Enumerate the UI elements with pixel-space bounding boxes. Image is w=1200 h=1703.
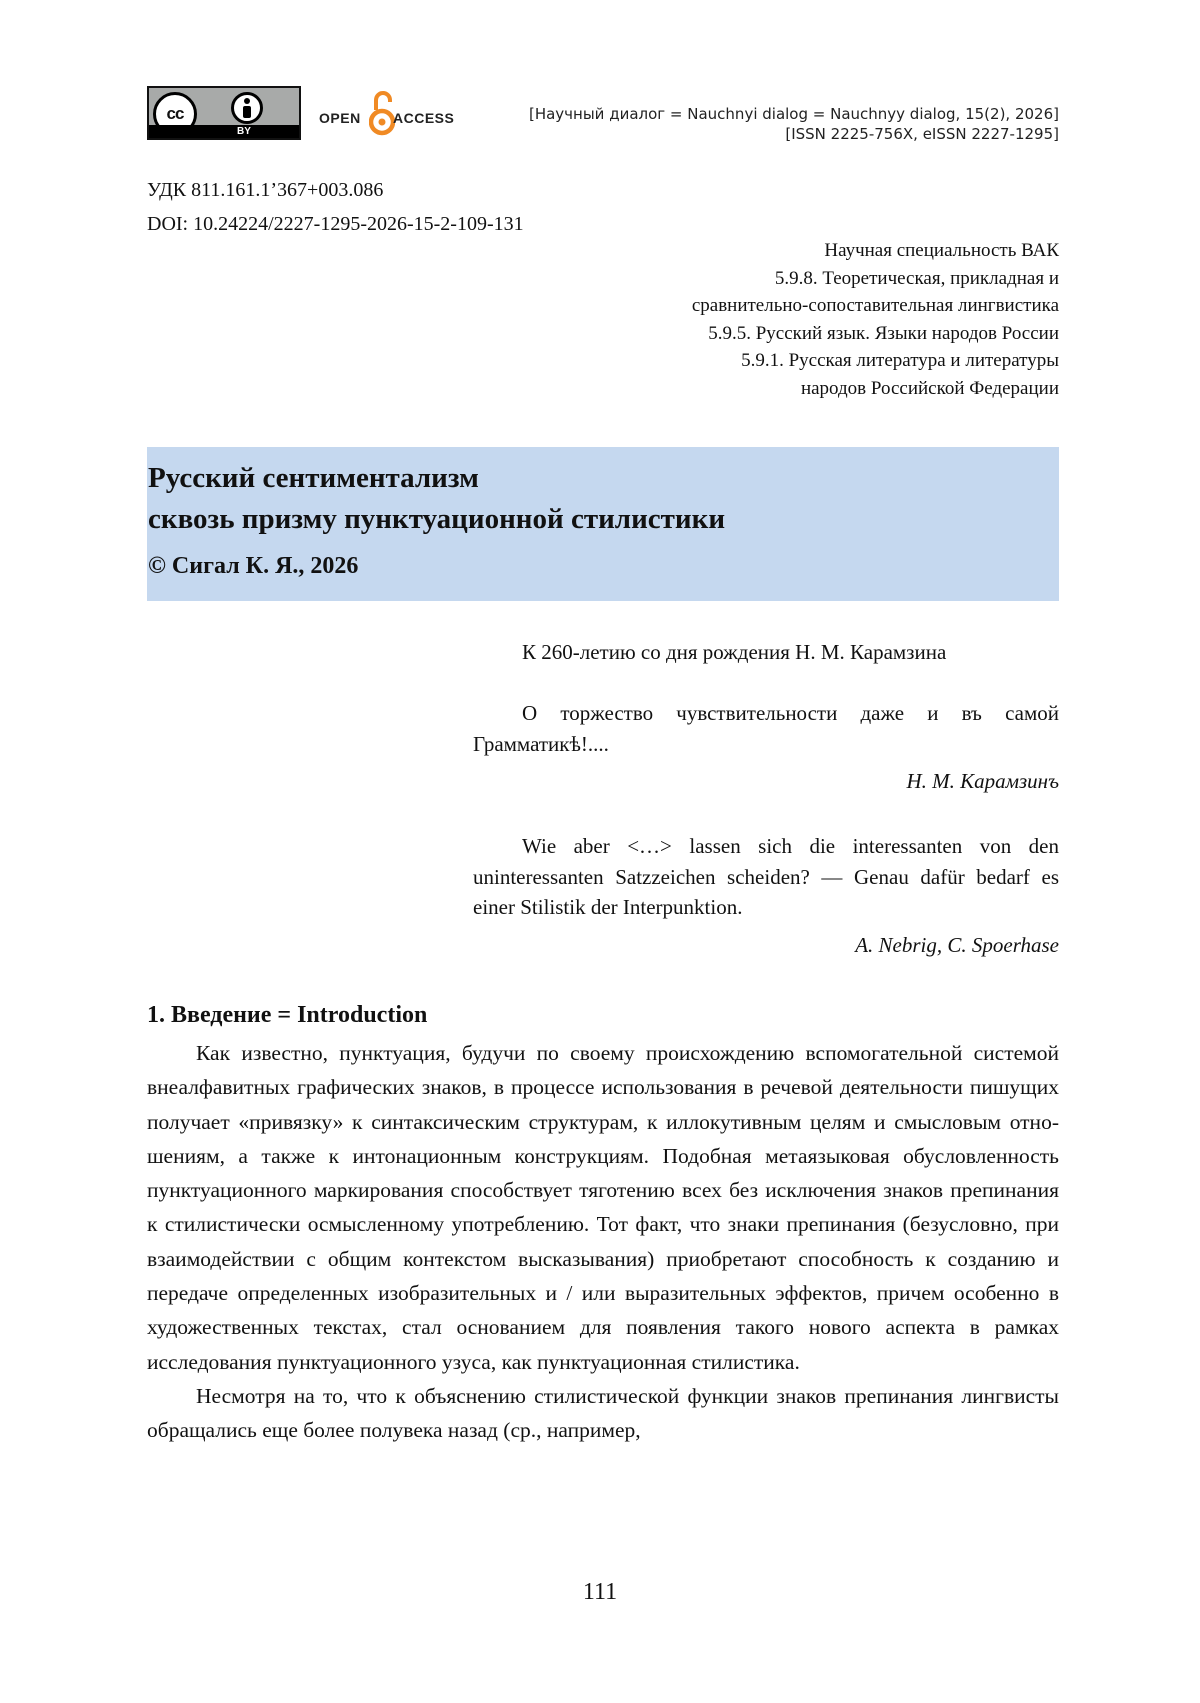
body-paragraph: Как известно, пунктуация, будучи по своему происхождению вспомогательной системой внеалфавитных графических знаков, в процессе использования в речевой деятельности пишущих получает «привязку» к синтаксическим структурам, к иллокутивным целям и смысловым отношениям, а также к интонационным конструкциям. Подобная метаязыковая обусловленность пунктуационного маркирования способствует тяготению всех без исключения знаков препинания к стилистически осмысленному употреблению. Тот факт, что знаки препинания (безусловно, при взаимодействии с общим контекстом высказывания) приобретают способность к созданию и передаче определенных изобразительных и / или выразительных эффектов, причем особенно в художественных текстах, стал основанием для появления такого нового аспекта в рамках исследования пунктуационного узуса, как пунктуационная стилистика. (147, 1041, 1059, 1374)
open-access-word-access: ACCESS (393, 110, 455, 126)
specialty-line: 5.9.1. Русская литература и литературы (741, 350, 1059, 371)
article-title-block (147, 447, 1059, 601)
epigraph-quote: О торжество чувствительности даже и въ самой Грамматикѣ!.... (473, 701, 1059, 756)
specialty-line: Научная специальность ВАК (824, 240, 1059, 261)
page-header (147, 86, 1059, 146)
open-lock-icon (369, 88, 395, 138)
creative-commons-icon: cc (153, 92, 197, 136)
specialty-line: 5.9.5. Русский язык. Языки народов России (708, 322, 1059, 344)
specialty-line: сравнительно-сопоставительная лингвистика (691, 295, 1059, 316)
journal-issn-line: [ISSN 2225-756X, eISSN 2227-1295] (785, 125, 1059, 143)
specialty-line: народов Российской Федерации (800, 377, 1059, 399)
section-body (147, 1036, 1059, 1448)
open-access-word-open: OPEN (319, 110, 361, 126)
epigraph (473, 698, 1059, 797)
body-paragraph: Несмотря на то, что к объяснению стилистической функции знаков препинания лингвисты обращались еще более полувека назад (ср., например, (147, 1383, 1059, 1443)
cc-by-license-badge[interactable] (147, 86, 301, 140)
udk-code: УДК 811.161.1’367+003.086 (147, 179, 384, 201)
journal-citation-line: [Научный диалог = Nauchnyi dialog = Nauchnyy dialog, 15(2), 2026] (528, 105, 1059, 123)
license-strip (149, 125, 299, 138)
page-number: 111 (582, 1579, 618, 1605)
dedication: К 260-летию со дня рождения Н. М. Карамзина (522, 640, 947, 664)
attribution-person-icon (231, 92, 263, 124)
epigraph-attribution: A. Nebrig, C. Spoerhase (855, 932, 1059, 957)
section-heading: 1. Введение = Introduction (147, 1002, 428, 1028)
article-title-line-2: сквозь призму пунктуационной стилистики (148, 503, 726, 535)
epigraph-quote: Wie aber <…> lassen sich die interessanten von den uninteressanten Satzzeichen scheiden? — Genau dafür bedarf es einer Stilistik der Interpunktion. (473, 834, 1059, 919)
doi-identifier[interactable]: DOI: 10.24224/2227-1295-2026-15-2-109-131 (147, 213, 524, 235)
author-copyright: © Сигал К. Я., 2026 (148, 553, 359, 579)
epigraph (473, 831, 1059, 960)
journal-citation (529, 104, 1059, 144)
open-access-logo (319, 88, 459, 140)
epigraph-attribution: Н. М. Карамзинъ (906, 769, 1059, 793)
specialty-line: 5.9.8. Теоретическая, прикладная и (774, 267, 1059, 289)
vak-specialty-block (692, 237, 1059, 402)
license-by-label: BY (237, 126, 251, 137)
article-title-line-1: Русский сентиментализм (148, 462, 479, 494)
